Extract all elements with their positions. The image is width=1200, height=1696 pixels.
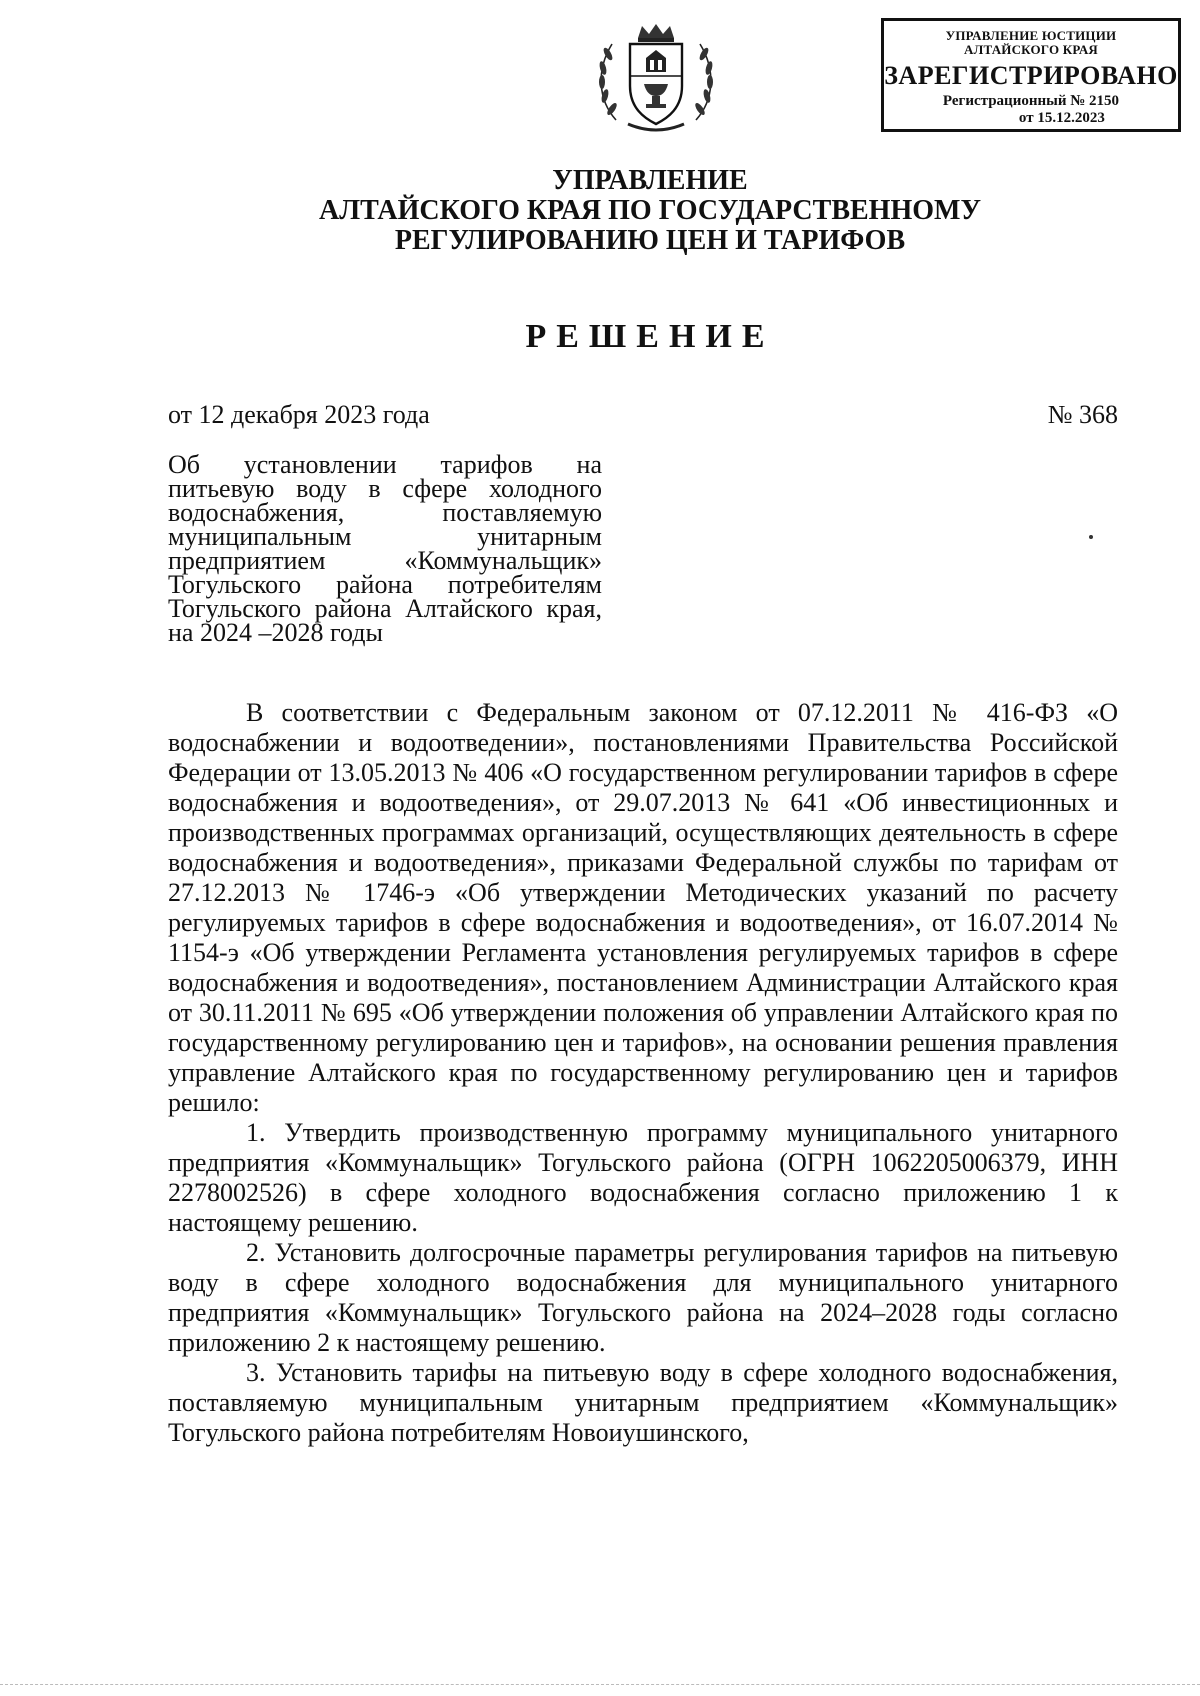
decision-subject: Об установлении тарифов на питьевую воду в сфере холодного водоснабжения, поставляемую муниципальным унитарным предприятием «Коммунальщик» Тогульского района потребителям Тогульского района Алтайского края, на 2024 –2028 годы: [168, 450, 602, 647]
stamp-registered: ЗАРЕГИСТРИРОВАНО: [884, 61, 1178, 90]
agency-line-2: АЛТАЙСКОГО КРАЯ ПО ГОСУДАРСТВЕННОМУ: [319, 195, 981, 226]
decision-date: от 12 декабря 2023 года: [168, 400, 430, 429]
agency-line-1: УПРАВЛЕНИЕ: [552, 165, 748, 196]
stamp-reg-date: от 15.12.2023: [1018, 110, 1105, 126]
stamp-reg-number: Регистрационный № 2150: [942, 93, 1120, 109]
scan-speck: [1089, 535, 1093, 539]
registration-stamp: [881, 18, 1181, 132]
clause-1-paragraph: 1. Утвердить производственную программу муниципального унитарного предприятия «Коммунальщик» Тогульского района (ОГРН 1062205006379, ИНН 2278002526) в сфере холодного водоснабжения согласно приложению 1 к настоящему решению.: [168, 1118, 1118, 1237]
clause-2-paragraph: 2. Установить долгосрочные параметры регулирования тарифов на питьевую воду в сфере холодного водоснабжения для муниципального унитарного предприятия «Коммунальщик» Тогульского района на 2024–2028 годы согласно приложению 2 к настоящему решению.: [168, 1238, 1118, 1357]
agency-line-3: РЕГУЛИРОВАНИЮ ЦЕН И ТАРИФОВ: [394, 225, 906, 256]
decision-number: № 368: [1047, 400, 1118, 429]
scan-edge-line: [0, 1684, 1200, 1686]
clause-3-paragraph: 3. Установить тарифы на питьевую воду в сфере холодного водоснабжения, поставляемую муниципальным унитарным предприятием «Коммунальщик» Тогульского района потребителям Новоиушинского,: [168, 1358, 1118, 1447]
altai-krai-coat-of-arms-icon: [586, 20, 726, 140]
stamp-org-line-1: УПРАВЛЕНИЕ ЮСТИЦИИ: [945, 28, 1117, 43]
preamble-paragraph: В соответствии с Федеральным законом от 07.12.2011 № 416-ФЗ «О водоснабжении и водоотведении», постановлениями Правительства Российской Федерации от 13.05.2013 № 406 «О государственном регулировании тарифов в сфере водоснабжения и водоотведения», от 29.07.2013 № 641 «Об инвестиционных и производственных программах организаций, осуществляющих деятельность в сфере водоснабжения и водоотведения», приказами Федеральной службы по тарифам от 27.12.2013 № 1746-э «Об утверждении Методических указаний по расчету регулируемых тарифов в сфере водоснабжения и водоотведения», от 16.07.2014 № 1154-э «Об утверждении Регламента установления регулируемых тарифов в сфере водоснабжения и водоотведения», постановлением Администрации Алтайского края от 30.11.2011 № 695 «Об утверждении положения об управлении Алтайского края по государственному регулированию цен и тарифов», на основании решения правления управление Алтайского края по государственному регулированию цен и тарифов решило:: [168, 698, 1118, 1117]
stamp-org-line-2: АЛТАЙСКОГО КРАЯ: [964, 42, 1098, 57]
decision-body: [168, 698, 1118, 1448]
document-title: РЕШЕНИЕ: [525, 318, 775, 355]
agency-name: [200, 166, 1100, 256]
